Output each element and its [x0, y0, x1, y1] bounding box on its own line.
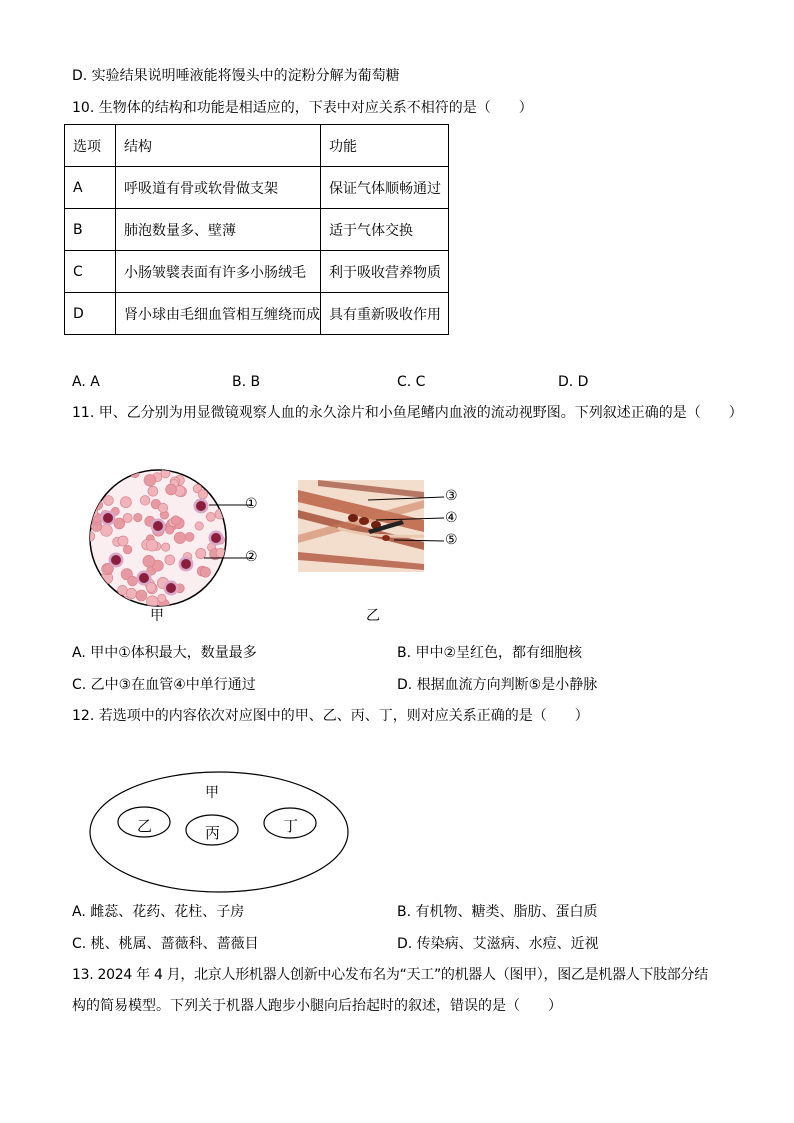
q13-stem-line2: 构的简易模型。下列关于机器人跑步小腿向后抬起时的叙述，错误的是（ ）: [72, 998, 562, 1014]
q11-option-a: A. 甲中①体积最大，数量最多: [72, 645, 257, 661]
diagram-label-yi: 乙: [137, 817, 153, 835]
q12-option-d: D. 传染病、艾滋病、水痘、近视: [397, 936, 599, 952]
table-row: [65, 293, 449, 335]
q12-stem: 12. 若选项中的内容依次对应图中的甲、乙、丙、丁，则对应关系正确的是（ ）: [72, 708, 589, 724]
table-cell: B: [65, 209, 116, 251]
q11-option-b: B. 甲中②呈红色，都有细胞核: [397, 645, 583, 661]
fish-tail-figure: [298, 480, 468, 574]
table-row: [65, 167, 449, 209]
q11-option-c: C. 乙中③在血管④中单行通过: [72, 677, 256, 693]
table-cell: 肺泡数量多、壁薄: [116, 209, 321, 251]
table-cell: C: [65, 251, 116, 293]
table-cell: D: [65, 293, 116, 335]
table-header-row: [65, 125, 449, 167]
fig-yi-label: 乙: [366, 608, 380, 624]
table-cell: A: [65, 167, 116, 209]
q10-stem: 10. 生物体的结构和功能是相适应的，下表中对应关系不相符的是（ ）: [72, 100, 533, 116]
marker-2: ②: [245, 549, 258, 565]
table-header-cell: 选项: [65, 125, 116, 167]
table-header-cell: 功能: [321, 125, 449, 167]
table-header-cell: 结构: [116, 125, 321, 167]
q10-option-b: B. B: [232, 374, 261, 390]
q10-table: [64, 124, 449, 335]
q11-stem: 11. 甲、乙分别为用显微镜观察人血的永久涂片和小鱼尾鳍内血液的流动视野图。下列叙述正确的是（ ）: [72, 405, 743, 421]
marker-4: ④: [445, 510, 458, 526]
q12-option-a: A. 雌蕊、花药、花柱、子房: [72, 904, 245, 920]
marker-5: ⑤: [445, 532, 458, 548]
marker-1: ①: [245, 496, 258, 512]
diagram-label-bing: 丙: [205, 824, 221, 842]
table-cell: 保证气体顺畅通过: [321, 167, 449, 209]
q13-stem-line1: 13. 2024 年 4 月，北京人形机器人创新中心发布名为“天工”的机器人（图甲），图乙是机器人下肢部分结: [72, 967, 708, 983]
table-cell: 利于吸收营养物质: [321, 251, 449, 293]
marker-3: ③: [445, 488, 458, 504]
q12-option-c: C. 桃、桃属、蔷薇科、蔷薇目: [72, 936, 259, 952]
table-cell: 呼吸道有骨或软骨做支架: [116, 167, 321, 209]
table-cell: 具有重新吸收作用: [321, 293, 449, 335]
diagram-label-jia: 甲: [205, 785, 219, 801]
table-cell: 适于气体交换: [321, 209, 449, 251]
blood-smear-figure: [86, 468, 272, 608]
q10-option-c: C. C: [397, 374, 426, 390]
diagram-label-ding: 丁: [283, 817, 299, 835]
q12-option-b: B. 有机物、糖类、脂肪、蛋白质: [397, 904, 598, 920]
q10-option-a: A. A: [72, 374, 100, 390]
q9-option-d: D. 实验结果说明唾液能将馒头中的淀粉分解为葡萄糖: [72, 68, 400, 84]
table-cell: 肾小球由毛细血管相互缠绕而成: [116, 293, 321, 335]
table-row: [65, 251, 449, 293]
q11-option-d: D. 根据血流方向判断⑤是小静脉: [397, 677, 598, 693]
table-cell: 小肠皱襞表面有许多小肠绒毛: [116, 251, 321, 293]
table-row: [65, 209, 449, 251]
fig-jia-label: 甲: [150, 608, 164, 624]
q10-option-d: D. D: [558, 374, 589, 390]
